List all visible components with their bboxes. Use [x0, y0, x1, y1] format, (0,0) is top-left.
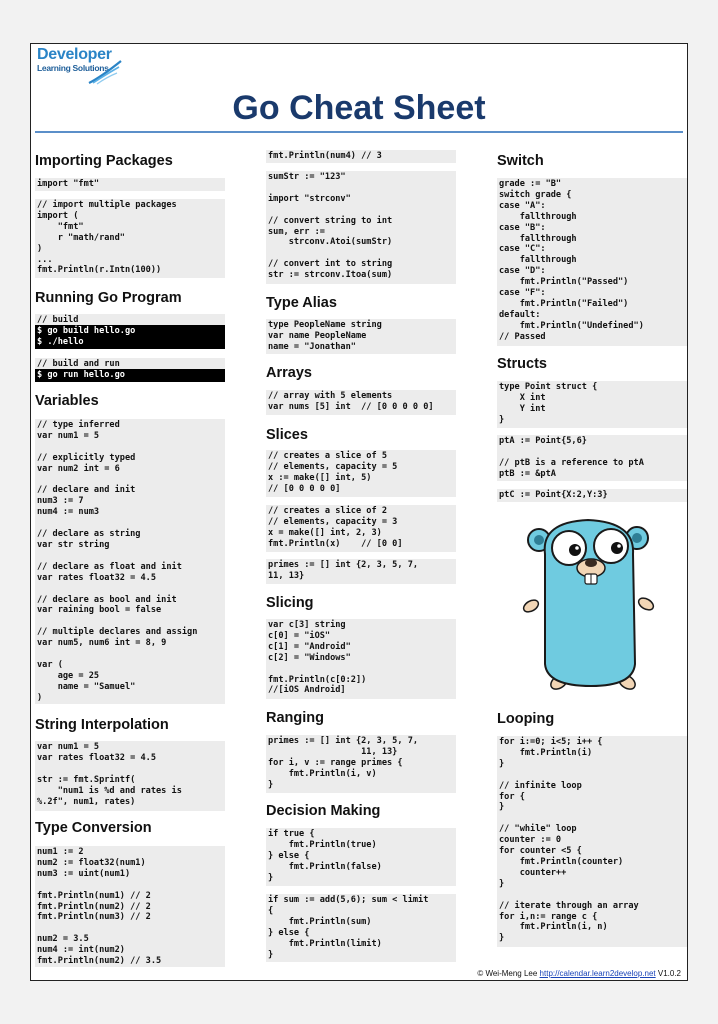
footer-version: V1.0.2	[655, 969, 681, 978]
heading-structs: Structs	[497, 356, 547, 372]
code-string-interpolation: var num1 = 5 var rates float32 = 4.5 str := fmt.Sprintf( "num1 is %d and rates is %.2f", num1, rates)	[35, 741, 225, 811]
code-slice-literal: primes := [] int {2, 3, 5, 7, 11, 13}	[266, 559, 456, 584]
page-title: Go Cheat Sheet	[232, 89, 486, 127]
code-import-fmt: import "fmt"	[35, 178, 225, 191]
heading-switch: Switch	[497, 153, 544, 169]
logo-swoosh-icon	[87, 59, 123, 85]
heading-looping: Looping	[497, 711, 555, 727]
code-switch: grade := "B" switch grade { case "A": fallthrough case "B": fallthrough case "C": fallthrough case "D": fmt.Println("Passed") case "F": fmt.Println("Failed") default: fmt.Println("Undefined") // Passed	[497, 178, 687, 346]
code-strconv: sumStr := "123" import "strconv" // convert string to int sum, err := strconv.Atoi(sumStr) // convert int to string str := strconv.Itoa(sum)	[266, 171, 456, 284]
code-looping: for i:=0; i<5; i++ { fmt.Println(i) } // infinite loop for { } // "while" loop counter := 0 for counter <5 { fmt.Println(counter) counter++ } // iterate through an array for i,n:= range c { fmt.Println(i, n) }	[497, 736, 687, 947]
code-slice-make-2-3: // creates a slice of 2 // elements, capacity = 3 x = make([] int, 2, 3) fmt.Println(x) // [0 0]	[266, 505, 456, 552]
heading-type-conversion: Type Conversion	[35, 820, 152, 836]
code-run-command: $ go run hello.go	[35, 369, 225, 382]
heading-variables: Variables	[35, 393, 99, 409]
heading-arrays: Arrays	[266, 365, 312, 381]
code-if-else: if true { fmt.Println(true) } else { fmt.Println(false) }	[266, 828, 456, 886]
heading-slicing: Slicing	[266, 595, 314, 611]
heading-ranging: Ranging	[266, 710, 324, 726]
footer-link[interactable]: http://calendar.learn2develop.net	[539, 969, 656, 978]
code-slicing: var c[3] string c[0] = "iOS" c[1] = "Android" c[2] = "Windows" fmt.Println(c[0:2]) //[iOS Android]	[266, 619, 456, 699]
heading-importing-packages: Importing Packages	[35, 153, 173, 169]
heading-decision-making: Decision Making	[266, 803, 381, 819]
code-variables: // type inferred var num1 = 5 // explicitly typed var num2 int = 6 // declare and init num3 := 7 num4 := num3 // declare as string var str string // declare as float and init var rates float32 = 4.5 // declare as bool and init var raining bool = false // multiple declares and assign var num5, num6 int = 8, 9 var ( age = 25 name = "Samuel" )	[35, 419, 225, 704]
code-struct-named-fields: ptC := Point{X:2,Y:3}	[497, 489, 687, 502]
footer-author: © Wei-Meng Lee	[477, 969, 540, 978]
heading-running-go-program: Running Go Program	[35, 290, 182, 306]
code-type-conversion: num1 := 2 num2 := float32(num1) num3 := uint(num1) fmt.Println(num1) // 2 fmt.Println(num2) // 2 fmt.Println(num3) // 2 num2 = 3.5 num4 := int(num2) fmt.Println(num2) // 3.5	[35, 846, 225, 967]
logo-line2: Learning Solutions	[37, 63, 109, 73]
code-ranging: primes := [] int {2, 3, 5, 7, 11, 13} for i, v := range primes { fmt.Println(i, v) }	[266, 735, 456, 793]
code-build-comment: // build	[35, 314, 225, 326]
code-struct-reference: ptA := Point{5,6} // ptB is a reference to ptA ptB := &ptA	[497, 435, 687, 481]
heading-string-interpolation: String Interpolation	[35, 717, 169, 733]
cheat-sheet-page	[30, 43, 688, 981]
code-slice-make-5: // creates a slice of 5 // elements, capacity = 5 x := make([] int, 5) // [0 0 0 0 0]	[266, 450, 456, 497]
footer-credit	[477, 969, 681, 978]
logo-line1: Developer	[37, 46, 112, 63]
title-rule	[35, 131, 683, 133]
heading-slices: Slices	[266, 427, 308, 443]
developer-learning-solutions-logo	[37, 47, 137, 91]
code-import-multiple: // import multiple packages import ( "fmt" r "math/rand" ) ... fmt.Println(r.Intn(100))	[35, 199, 225, 278]
code-type-alias: type PeopleName string var name PeopleName name = "Jonathan"	[266, 319, 456, 354]
code-build-commands: $ go build hello.go $ ./hello	[35, 325, 225, 349]
heading-type-alias: Type Alias	[266, 295, 337, 311]
code-print-num4: fmt.Println(num4) // 3	[266, 150, 456, 163]
code-arrays: // array with 5 elements var nums [5] int // [0 0 0 0 0]	[266, 390, 456, 415]
go-gopher-mascot-icon	[521, 514, 655, 694]
code-struct-definition: type Point struct { X int Y int }	[497, 381, 687, 428]
code-if-short-statement: if sum := add(5,6); sum < limit { fmt.Println(sum) } else { fmt.Println(limit) }	[266, 894, 456, 962]
code-build-run-comment: // build and run	[35, 358, 225, 370]
